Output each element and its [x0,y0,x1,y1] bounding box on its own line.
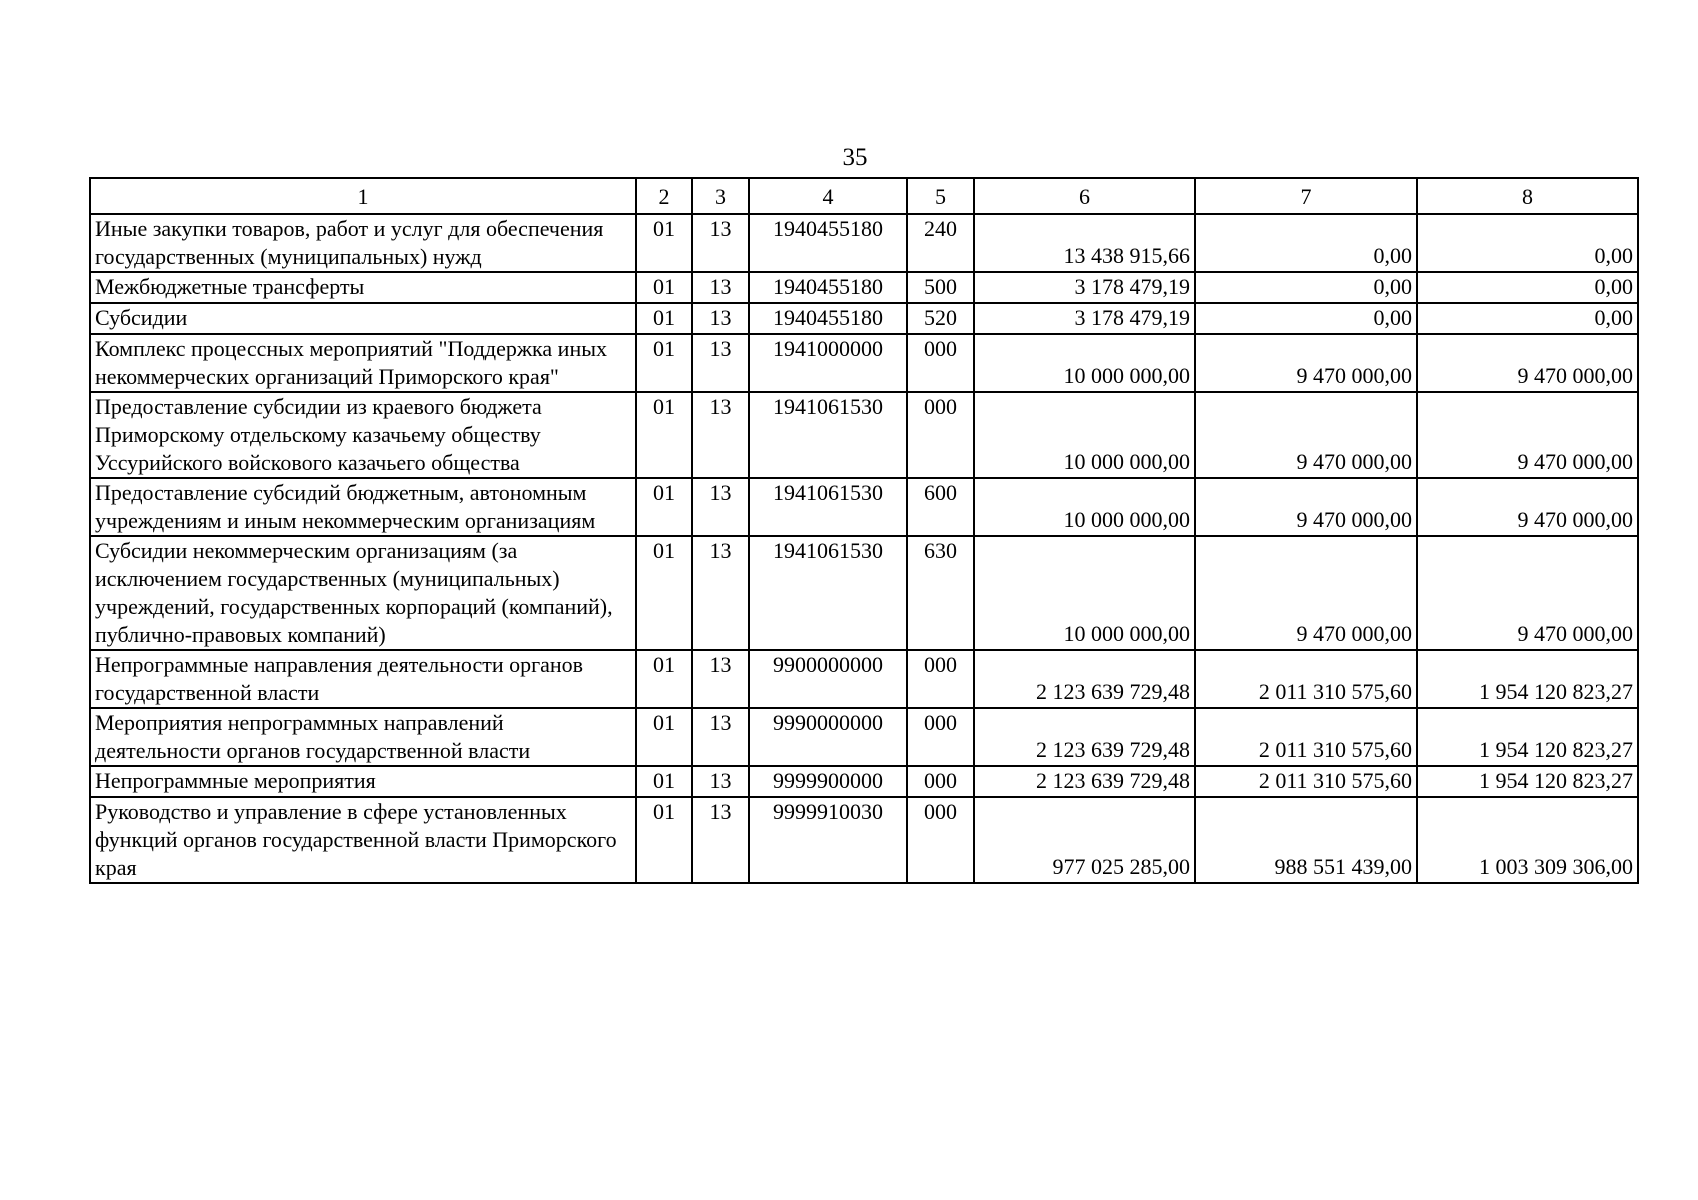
expense-type-cell: 000 [907,334,974,392]
amount-col8-cell: 1 954 120 823,27 [1417,708,1638,766]
target-article-cell: 1941061530 [749,392,907,478]
column-header: 7 [1195,178,1417,214]
section-code-cell: 01 [636,650,692,708]
subsection-code-cell: 13 [692,392,749,478]
table-row [90,797,1638,883]
amount-col8-cell: 9 470 000,00 [1417,536,1638,650]
amount-col6-cell: 2 123 639 729,48 [974,650,1195,708]
section-code-cell: 01 [636,797,692,883]
column-header: 4 [749,178,907,214]
amount-col6-cell: 3 178 479,19 [974,303,1195,334]
expense-type-cell: 500 [907,272,974,303]
table-row [90,536,1638,650]
section-code-cell: 01 [636,214,692,272]
table-row [90,478,1638,536]
amount-col8-cell: 9 470 000,00 [1417,392,1638,478]
expense-type-cell: 520 [907,303,974,334]
amount-col6-cell: 2 123 639 729,48 [974,708,1195,766]
amount-col7-cell: 0,00 [1195,303,1417,334]
section-code-cell: 01 [636,303,692,334]
row-name-cell: Комплекс процессных мероприятий "Поддержка иных некоммерческих организаций Приморского края" [90,334,636,392]
amount-col8-cell: 1 954 120 823,27 [1417,650,1638,708]
table-row [90,214,1638,272]
amount-col6-cell: 10 000 000,00 [974,536,1195,650]
subsection-code-cell: 13 [692,708,749,766]
target-article-cell: 1941061530 [749,478,907,536]
expense-type-cell: 000 [907,650,974,708]
row-name-cell: Мероприятия непрограммных направлений деятельности органов государственной власти [90,708,636,766]
amount-col6-cell: 10 000 000,00 [974,478,1195,536]
amount-col6-cell: 10 000 000,00 [974,334,1195,392]
subsection-code-cell: 13 [692,650,749,708]
section-code-cell: 01 [636,334,692,392]
row-name-cell: Субсидии некоммерческим организациям (за исключением государственных (муниципальных) учреждений, государственных корпораций (компаний), публично-правовых компаний) [90,536,636,650]
target-article-cell: 1941000000 [749,334,907,392]
subsection-code-cell: 13 [692,766,749,797]
row-name-cell: Межбюджетные трансферты [90,272,636,303]
row-name-cell: Непрограммные мероприятия [90,766,636,797]
amount-col8-cell: 9 470 000,00 [1417,334,1638,392]
table-row [90,392,1638,478]
amount-col8-cell: 0,00 [1417,272,1638,303]
amount-col7-cell: 0,00 [1195,214,1417,272]
row-name-cell: Субсидии [90,303,636,334]
amount-col7-cell: 988 551 439,00 [1195,797,1417,883]
column-header: 5 [907,178,974,214]
amount-col8-cell: 0,00 [1417,303,1638,334]
target-article-cell: 1940455180 [749,272,907,303]
budget-table [89,177,1639,884]
subsection-code-cell: 13 [692,536,749,650]
subsection-code-cell: 13 [692,272,749,303]
row-name-cell: Непрограммные направления деятельности органов государственной власти [90,650,636,708]
section-code-cell: 01 [636,708,692,766]
expense-type-cell: 000 [907,708,974,766]
target-article-cell: 1940455180 [749,214,907,272]
row-name-cell: Предоставление субсидий бюджетным, автономным учреждениям и иным некоммерческим организациям [90,478,636,536]
expense-type-cell: 630 [907,536,974,650]
table-row [90,708,1638,766]
target-article-cell: 9999910030 [749,797,907,883]
expense-type-cell: 000 [907,797,974,883]
table-row [90,650,1638,708]
amount-col7-cell: 9 470 000,00 [1195,392,1417,478]
amount-col7-cell: 2 011 310 575,60 [1195,766,1417,797]
subsection-code-cell: 13 [692,303,749,334]
expense-type-cell: 240 [907,214,974,272]
amount-col6-cell: 13 438 915,66 [974,214,1195,272]
section-code-cell: 01 [636,478,692,536]
column-header: 8 [1417,178,1638,214]
amount-col8-cell: 0,00 [1417,214,1638,272]
table-row [90,334,1638,392]
column-header: 6 [974,178,1195,214]
section-code-cell: 01 [636,272,692,303]
column-header: 1 [90,178,636,214]
amount-col8-cell: 9 470 000,00 [1417,478,1638,536]
section-code-cell: 01 [636,536,692,650]
amount-col6-cell: 3 178 479,19 [974,272,1195,303]
row-name-cell: Предоставление субсидии из краевого бюджета Приморскому отдельскому казачьему обществу Уссурийского войскового казачьего общества [90,392,636,478]
column-header: 2 [636,178,692,214]
expense-type-cell: 600 [907,478,974,536]
target-article-cell: 9999900000 [749,766,907,797]
amount-col6-cell: 10 000 000,00 [974,392,1195,478]
table-row [90,303,1638,334]
column-header: 3 [692,178,749,214]
table-row [90,272,1638,303]
amount-col7-cell: 9 470 000,00 [1195,536,1417,650]
target-article-cell: 1940455180 [749,303,907,334]
subsection-code-cell: 13 [692,214,749,272]
amount-col7-cell: 2 011 310 575,60 [1195,650,1417,708]
amount-col6-cell: 977 025 285,00 [974,797,1195,883]
amount-col8-cell: 1 003 309 306,00 [1417,797,1638,883]
amount-col7-cell: 0,00 [1195,272,1417,303]
amount-col6-cell: 2 123 639 729,48 [974,766,1195,797]
target-article-cell: 1941061530 [749,536,907,650]
section-code-cell: 01 [636,392,692,478]
section-code-cell: 01 [636,766,692,797]
subsection-code-cell: 13 [692,478,749,536]
amount-col7-cell: 9 470 000,00 [1195,334,1417,392]
table-row [90,766,1638,797]
page-number: 35 [842,144,868,171]
table-body [90,178,1638,883]
subsection-code-cell: 13 [692,334,749,392]
amount-col7-cell: 9 470 000,00 [1195,478,1417,536]
expense-type-cell: 000 [907,766,974,797]
amount-col8-cell: 1 954 120 823,27 [1417,766,1638,797]
column-number-row [90,178,1638,214]
row-name-cell: Руководство и управление в сфере установленных функций органов государственной власти Приморского края [90,797,636,883]
expense-type-cell: 000 [907,392,974,478]
subsection-code-cell: 13 [692,797,749,883]
target-article-cell: 9990000000 [749,708,907,766]
amount-col7-cell: 2 011 310 575,60 [1195,708,1417,766]
target-article-cell: 9900000000 [749,650,907,708]
row-name-cell: Иные закупки товаров, работ и услуг для обеспечения государственных (муниципальных) нужд [90,214,636,272]
